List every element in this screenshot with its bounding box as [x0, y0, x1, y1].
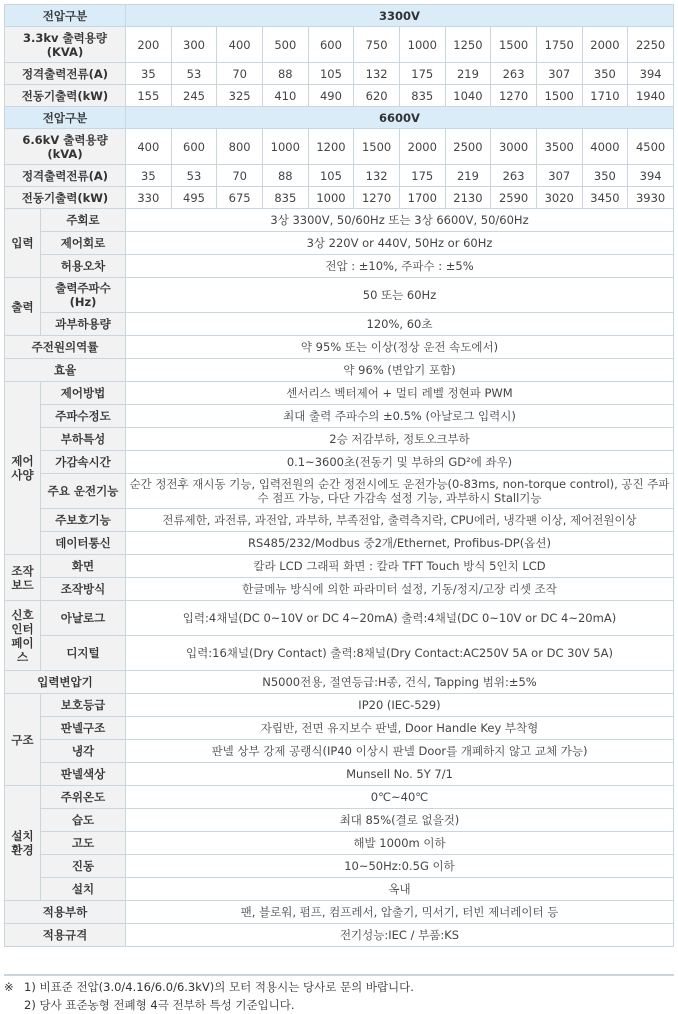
cell-value: 88 [262, 63, 308, 85]
note-mark: ※ [4, 980, 14, 994]
cell-value: 263 [491, 63, 537, 85]
table-row [5, 763, 674, 786]
table-row [5, 855, 674, 878]
cell-value: 2250 [628, 27, 674, 63]
cell-value: 1270 [354, 187, 400, 209]
cell-value: 200 [126, 27, 172, 63]
row-label: 적용규격 [5, 924, 126, 947]
table-row [5, 359, 674, 382]
cell-value: 500 [262, 27, 308, 63]
cell-value: 263 [491, 165, 537, 187]
cell-value: 490 [308, 85, 354, 107]
row-value: 전기성능:IEC / 부품:KS [126, 924, 674, 947]
cell-value: 1500 [491, 27, 537, 63]
table-row [5, 532, 674, 555]
cell-value: 350 [582, 165, 628, 187]
sec3300-header-row [5, 5, 674, 27]
table-row [5, 509, 674, 532]
cell-value: 1000 [399, 27, 445, 63]
row-value: 전압 : ±10%, 주파수 : ±5% [126, 255, 674, 278]
cell-value: 219 [445, 165, 491, 187]
row-label: 주전원의역률 [5, 336, 126, 359]
cell-value: 600 [171, 129, 217, 165]
table-row [5, 878, 674, 901]
row-value: 해발 1000m 이하 [126, 832, 674, 855]
cell-value: 400 [217, 27, 263, 63]
table-row [5, 636, 674, 671]
table-row [5, 405, 674, 428]
row-value: 센서리스 벡터제어 + 멀티 레벨 정현파 PWM [126, 382, 674, 405]
cell-value: 53 [171, 165, 217, 187]
row-value: 최대 출력 주파수의 ±0.5% (아날로그 입력시) [126, 405, 674, 428]
table-row [5, 336, 674, 359]
cell-value: 3000 [491, 129, 537, 165]
cell-value: 53 [171, 63, 217, 85]
cell-value: 835 [262, 187, 308, 209]
row-value: 한글메뉴 방식에 의한 파라미터 설정, 기동/정지/고장 리셋 조작 [126, 578, 674, 601]
row-label: 주위온도 [41, 786, 126, 809]
table-row [5, 63, 674, 85]
row-value: 전류제한, 과전류, 과전압, 과부하, 부족전압, 출력측지락, CPU에러, 냉각팬 이상, 제어전원이상 [126, 509, 674, 532]
cell-value: 155 [126, 85, 172, 107]
row-label: 조작방식 [41, 578, 126, 601]
row-label: 화면 [41, 555, 126, 578]
row-value: N5000전용, 절연등급:H종, 건식, Tapping 범위:±5% [126, 671, 674, 694]
table-row [5, 27, 674, 63]
row-value: 약 95% 또는 이상(정상 운전 속도에서) [126, 336, 674, 359]
cell-value: 1500 [536, 85, 582, 107]
row-label: 데이터통신 [41, 532, 126, 555]
cell-value: 105 [308, 165, 354, 187]
row-value: 판넬 상부 강제 공랭식(IP40 이상시 판넬 Door를 개폐하지 않고 교체 가능) [126, 740, 674, 763]
cell-value: 495 [171, 187, 217, 209]
table-row [5, 129, 674, 165]
category-label: 제어사양 [5, 382, 41, 555]
category-label: 구조 [5, 694, 41, 786]
row-label: 주보호기능 [41, 509, 126, 532]
cell-value: 410 [262, 85, 308, 107]
row-value: 입력:4채널(DC 0~10V or DC 4~20mA) 출력:4채널(DC 0~10V or DC 4~20mA) [126, 601, 674, 636]
category-label: 입력 [5, 209, 41, 278]
row-label: 전동기출력(kW) [5, 85, 126, 107]
row-label: 제어회로 [41, 232, 126, 255]
row-value: 3상 220V or 440V, 50Hz or 60Hz [126, 232, 674, 255]
cell-value: 800 [217, 129, 263, 165]
table-row [5, 740, 674, 763]
cell-value: 35 [126, 63, 172, 85]
row-label: 주회로 [41, 209, 126, 232]
row-value: 최대 85%(결로 없을것) [126, 809, 674, 832]
cell-value: 350 [582, 63, 628, 85]
voltage-class-value: 3300V [126, 5, 674, 27]
cell-value: 2500 [445, 129, 491, 165]
cell-value: 3450 [582, 187, 628, 209]
table-row [5, 187, 674, 209]
voltage-class-value: 6600V [126, 107, 674, 129]
sec6600-header-row [5, 107, 674, 129]
cell-value: 1940 [628, 85, 674, 107]
table-row [5, 924, 674, 947]
cell-value: 3930 [628, 187, 674, 209]
cell-value: 2000 [582, 27, 628, 63]
table-row [5, 209, 674, 232]
table-row [5, 671, 674, 694]
cell-value: 88 [262, 165, 308, 187]
row-value: IP20 (IEC-529) [126, 694, 674, 717]
row-label: 적용부하 [5, 901, 126, 924]
row-label: 부하특성 [41, 428, 126, 451]
cell-value: 1700 [399, 187, 445, 209]
row-label: 효율 [5, 359, 126, 382]
cell-value: 600 [308, 27, 354, 63]
cell-value: 1200 [308, 129, 354, 165]
row-label: 설치 [41, 878, 126, 901]
row-label: 고도 [41, 832, 126, 855]
row-label: 판넬구조 [41, 717, 126, 740]
cell-value: 132 [354, 63, 400, 85]
row-value: Munsell No. 5Y 7/1 [126, 763, 674, 786]
category-label: 신호인터페이스 [5, 601, 41, 671]
cell-value: 219 [445, 63, 491, 85]
row-label: 주파수정도 [41, 405, 126, 428]
cell-value: 1710 [582, 85, 628, 107]
table-row [5, 165, 674, 187]
table-row [5, 232, 674, 255]
row-label: 정격출력전류(A) [5, 165, 126, 187]
row-label: 6.6kV 출력용량(kVA) [5, 129, 126, 165]
row-value: 0℃~40℃ [126, 786, 674, 809]
cell-value: 70 [217, 165, 263, 187]
table-row [5, 901, 674, 924]
row-label: 허용오차 [41, 255, 126, 278]
row-label: 냉각 [41, 740, 126, 763]
row-label: 출력주파수(Hz) [41, 278, 126, 313]
table-row [5, 717, 674, 740]
cell-value: 1000 [262, 129, 308, 165]
cell-value: 620 [354, 85, 400, 107]
row-value: 입력:16채널(Dry Contact) 출력:8채널(Dry Contact:AC250V 5A or DC 30V 5A) [126, 636, 674, 671]
cell-value: 175 [399, 63, 445, 85]
cell-value: 35 [126, 165, 172, 187]
footnote-1 [4, 978, 674, 996]
category-label: 설치환경 [5, 786, 41, 901]
table-row [5, 578, 674, 601]
cell-value: 1040 [445, 85, 491, 107]
table-row [5, 428, 674, 451]
table-row [5, 555, 674, 578]
cell-value: 1000 [308, 187, 354, 209]
row-value: 10~50Hz:0.5G 이하 [126, 855, 674, 878]
cell-value: 2130 [445, 187, 491, 209]
cell-value: 175 [399, 165, 445, 187]
row-label: 정격출력전류(A) [5, 63, 126, 85]
row-label: 과부하용량 [41, 313, 126, 336]
row-value: RS485/232/Modbus 중2개/Ethernet, Profibus-DP(옵션) [126, 532, 674, 555]
cell-value: 325 [217, 85, 263, 107]
cell-value: 245 [171, 85, 217, 107]
row-value: 2승 저감부하, 정토오크부하 [126, 428, 674, 451]
spec-table [4, 4, 674, 947]
row-value: 3상 3300V, 50/60Hz 또는 3상 6600V, 50/60Hz [126, 209, 674, 232]
row-value: 팬, 블로워, 펌프, 컴프레서, 압출기, 믹서기, 터빈 제너레이터 등 [126, 901, 674, 924]
row-label: 가감속시간 [41, 451, 126, 474]
row-value: 자립반, 전면 유지보수 판넬, Door Handle Key 부착형 [126, 717, 674, 740]
row-label: 판넬색상 [41, 763, 126, 786]
row-value: 칼라 LCD 그래픽 화면 : 칼라 TFT Touch 방식 5인치 LCD [126, 555, 674, 578]
row-label: 진동 [41, 855, 126, 878]
row-label: 아날로그 [41, 601, 126, 636]
table-row [5, 451, 674, 474]
category-label: 출력 [5, 278, 41, 336]
row-label: 습도 [41, 809, 126, 832]
row-label: 전동기출력(kW) [5, 187, 126, 209]
cell-value: 400 [126, 129, 172, 165]
table-row [5, 786, 674, 809]
table-row [5, 474, 674, 509]
table-row [5, 255, 674, 278]
cell-value: 70 [217, 63, 263, 85]
cell-value: 4000 [582, 129, 628, 165]
table-row [5, 832, 674, 855]
cell-value: 394 [628, 165, 674, 187]
footnote-1-text: 1) 비표준 전압(3.0/4.16/6.0/6.3kV)의 모터 적용시는 당사로 문의 바랍니다. [24, 980, 414, 994]
cell-value: 300 [171, 27, 217, 63]
table-row [5, 601, 674, 636]
cell-value: 3500 [536, 129, 582, 165]
cell-value: 394 [628, 63, 674, 85]
table-row [5, 85, 674, 107]
row-label: 입력변압기 [5, 671, 126, 694]
cell-value: 3020 [536, 187, 582, 209]
row-value: 순간 정전후 재시동 기능, 입력전원의 순간 정전시에도 운전가능(0-83ms, non-torque control), 공진 주파수 점프 가능, 다단 가감속 설정 기능, 과부하시 Stall기능 [126, 474, 674, 509]
cell-value: 750 [354, 27, 400, 63]
table-row [5, 382, 674, 405]
row-value: 50 또는 60Hz [126, 278, 674, 313]
voltage-class-label: 전압구분 [5, 5, 126, 27]
row-label: 디지털 [41, 636, 126, 671]
cell-value: 1750 [536, 27, 582, 63]
row-value: 120%, 60초 [126, 313, 674, 336]
table-row [5, 313, 674, 336]
footnote-2 [4, 996, 674, 1014]
table-row [5, 278, 674, 313]
cell-value: 675 [217, 187, 263, 209]
cell-value: 307 [536, 63, 582, 85]
row-value: 약 96% (변압기 포함) [126, 359, 674, 382]
row-label: 3.3kv 출력용량(KVA) [5, 27, 126, 63]
cell-value: 2590 [491, 187, 537, 209]
row-label: 주요 운전기능 [41, 474, 126, 509]
category-label: 조작보드 [5, 555, 41, 601]
cell-value: 835 [399, 85, 445, 107]
cell-value: 307 [536, 165, 582, 187]
footnote-2-text: 2) 당사 표준농형 전폐형 4극 전부하 특성 기준입니다. [24, 998, 295, 1012]
table-row [5, 694, 674, 717]
voltage-class-label: 전압구분 [5, 107, 126, 129]
cell-value: 105 [308, 63, 354, 85]
row-value: 옥내 [126, 878, 674, 901]
cell-value: 330 [126, 187, 172, 209]
cell-value: 1250 [445, 27, 491, 63]
cell-value: 1500 [354, 129, 400, 165]
row-label: 보호등급 [41, 694, 126, 717]
row-label: 제어방법 [41, 382, 126, 405]
row-value: 0.1~3600초(전동기 및 부하의 GD²에 좌우) [126, 451, 674, 474]
cell-value: 132 [354, 165, 400, 187]
cell-value: 1270 [491, 85, 537, 107]
cell-value: 2000 [399, 129, 445, 165]
table-row [5, 809, 674, 832]
cell-value: 4500 [628, 129, 674, 165]
footnotes [4, 974, 674, 1014]
